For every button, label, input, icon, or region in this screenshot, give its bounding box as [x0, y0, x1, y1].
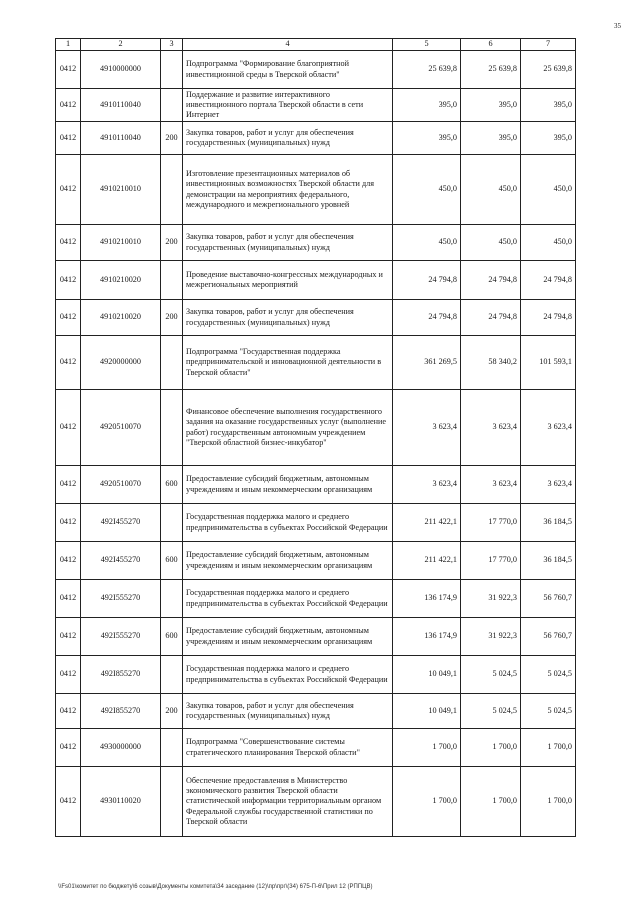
section-code: 0412 [56, 300, 81, 336]
target-code: 492I855270 [81, 694, 161, 729]
table-row [56, 504, 576, 542]
item-name: Подпрограмма "Формирование благоприятной инвестиционной среды в Тверской области" [183, 51, 393, 89]
header-cell: 3 [161, 39, 183, 51]
expense-type-code [161, 89, 183, 122]
table-row [56, 656, 576, 694]
amount-col6: 450,0 [461, 225, 521, 261]
amount-col5: 395,0 [393, 89, 461, 122]
section-code: 0412 [56, 261, 81, 300]
section-code: 0412 [56, 155, 81, 225]
amount-col6: 1 700,0 [461, 767, 521, 837]
target-code: 4910210010 [81, 155, 161, 225]
amount-col5: 136 174,9 [393, 580, 461, 618]
expense-type-code: 200 [161, 122, 183, 155]
amount-col5: 450,0 [393, 225, 461, 261]
table-row [56, 261, 576, 300]
expense-type-code [161, 580, 183, 618]
amount-col6: 395,0 [461, 122, 521, 155]
amount-col6: 3 623,4 [461, 466, 521, 504]
section-code: 0412 [56, 580, 81, 618]
table-row [56, 336, 576, 390]
target-code: 4930000000 [81, 729, 161, 767]
amount-col7: 36 184,5 [521, 504, 576, 542]
amount-col5: 211 422,1 [393, 504, 461, 542]
header-cell: 5 [393, 39, 461, 51]
amount-col7: 395,0 [521, 89, 576, 122]
item-name: Государственная поддержка малого и среднего предпринимательства в субъектах Российской Федерации [183, 580, 393, 618]
section-code: 0412 [56, 656, 81, 694]
table-row [56, 155, 576, 225]
amount-col7: 450,0 [521, 225, 576, 261]
amount-col5: 10 049,1 [393, 656, 461, 694]
section-code: 0412 [56, 466, 81, 504]
budget-table [55, 38, 576, 837]
expense-type-code [161, 504, 183, 542]
item-name: Закупка товаров, работ и услуг для обеспечения государственных (муниципальных) нужд [183, 225, 393, 261]
target-code: 4910210020 [81, 300, 161, 336]
amount-col5: 136 174,9 [393, 618, 461, 656]
item-name: Закупка товаров, работ и услуг для обеспечения государственных (муниципальных) нужд [183, 300, 393, 336]
item-name: Государственная поддержка малого и среднего предпринимательства в субъектах Российской Федерации [183, 504, 393, 542]
target-code: 4910210020 [81, 261, 161, 300]
target-code: 4920000000 [81, 336, 161, 390]
amount-col5: 25 639,8 [393, 51, 461, 89]
section-code: 0412 [56, 542, 81, 580]
item-name: Государственная поддержка малого и среднего предпринимательства в субъектах Российской Федерации [183, 656, 393, 694]
item-name: Предоставление субсидий бюджетным, автономным учреждениям и иным некоммерческим организациям [183, 618, 393, 656]
expense-type-code: 200 [161, 694, 183, 729]
expense-type-code: 200 [161, 225, 183, 261]
section-code: 0412 [56, 51, 81, 89]
section-code: 0412 [56, 504, 81, 542]
amount-col5: 3 623,4 [393, 466, 461, 504]
amount-col7: 24 794,8 [521, 261, 576, 300]
amount-col7: 3 623,4 [521, 466, 576, 504]
section-code: 0412 [56, 618, 81, 656]
amount-col5: 211 422,1 [393, 542, 461, 580]
table-row [56, 580, 576, 618]
item-name: Закупка товаров, работ и услуг для обеспечения государственных (муниципальных) нужд [183, 694, 393, 729]
section-code: 0412 [56, 89, 81, 122]
amount-col7: 101 593,1 [521, 336, 576, 390]
amount-col5: 450,0 [393, 155, 461, 225]
amount-col6: 25 639,8 [461, 51, 521, 89]
target-code: 492I455270 [81, 504, 161, 542]
expense-type-code [161, 656, 183, 694]
table-row [56, 89, 576, 122]
amount-col7: 56 760,7 [521, 618, 576, 656]
target-code: 492I555270 [81, 618, 161, 656]
target-code: 492I855270 [81, 656, 161, 694]
expense-type-code [161, 729, 183, 767]
section-code: 0412 [56, 390, 81, 466]
amount-col6: 395,0 [461, 89, 521, 122]
amount-col6: 58 340,2 [461, 336, 521, 390]
amount-col6: 17 770,0 [461, 504, 521, 542]
target-code: 4910110040 [81, 122, 161, 155]
section-code: 0412 [56, 767, 81, 837]
amount-col6: 17 770,0 [461, 542, 521, 580]
target-code: 4920510070 [81, 466, 161, 504]
amount-col6: 31 922,3 [461, 618, 521, 656]
table-row [56, 51, 576, 89]
expense-type-code: 600 [161, 466, 183, 504]
amount-col6: 1 700,0 [461, 729, 521, 767]
target-code: 492I555270 [81, 580, 161, 618]
section-code: 0412 [56, 729, 81, 767]
page-number: 35 [614, 22, 621, 30]
amount-col7: 1 700,0 [521, 729, 576, 767]
header-cell: 4 [183, 39, 393, 51]
table-row [56, 466, 576, 504]
table-row [56, 122, 576, 155]
amount-col7: 395,0 [521, 122, 576, 155]
item-name: Подпрограмма "Совершенствование системы стратегического планирования Тверской области" [183, 729, 393, 767]
amount-col7: 5 024,5 [521, 694, 576, 729]
file-path-footer: \\Fs01\комитет по бюджету\6 созыв\Документы комитета\34 заседание (12)\пр\прг\(34) 675-П-6\Прил 12 (РППЦВ) [58, 884, 373, 890]
target-code: 4920510070 [81, 390, 161, 466]
item-name: Финансовое обеспечение выполнения государственного задания на оказание государственных услуг (выполнение работ) государственным автономным учреждением "Тверской областной бизнес-инкубатор" [183, 390, 393, 466]
section-code: 0412 [56, 225, 81, 261]
amount-col7: 36 184,5 [521, 542, 576, 580]
header-row [56, 39, 576, 51]
item-name: Закупка товаров, работ и услуг для обеспечения государственных (муниципальных) нужд [183, 122, 393, 155]
header-cell: 1 [56, 39, 81, 51]
target-code: 4930110020 [81, 767, 161, 837]
expense-type-code [161, 155, 183, 225]
amount-col6: 3 623,4 [461, 390, 521, 466]
expense-type-code [161, 336, 183, 390]
table-row [56, 300, 576, 336]
amount-col6: 450,0 [461, 155, 521, 225]
target-code: 4910000000 [81, 51, 161, 89]
expense-type-code [161, 51, 183, 89]
amount-col7: 56 760,7 [521, 580, 576, 618]
target-code: 4910210010 [81, 225, 161, 261]
item-name: Подпрограмма "Государственная поддержка предпринимательской и инновационной деятельности в Тверской области" [183, 336, 393, 390]
item-name: Поддержание и развитие интерактивного инвестиционного портала Тверской области в сети Интернет [183, 89, 393, 122]
table-row [56, 542, 576, 580]
expense-type-code [161, 390, 183, 466]
item-name: Предоставление субсидий бюджетным, автономным учреждениям и иным некоммерческим организациям [183, 542, 393, 580]
amount-col5: 24 794,8 [393, 261, 461, 300]
table-row [56, 694, 576, 729]
table-row [56, 618, 576, 656]
amount-col5: 1 700,0 [393, 729, 461, 767]
expense-type-code: 600 [161, 542, 183, 580]
expense-type-code [161, 261, 183, 300]
amount-col5: 10 049,1 [393, 694, 461, 729]
amount-col7: 3 623,4 [521, 390, 576, 466]
table-row [56, 225, 576, 261]
amount-col7: 1 700,0 [521, 767, 576, 837]
section-code: 0412 [56, 336, 81, 390]
header-cell: 7 [521, 39, 576, 51]
amount-col7: 5 024,5 [521, 656, 576, 694]
header-cell: 2 [81, 39, 161, 51]
amount-col6: 24 794,8 [461, 300, 521, 336]
amount-col7: 25 639,8 [521, 51, 576, 89]
amount-col5: 3 623,4 [393, 390, 461, 466]
amount-col5: 24 794,8 [393, 300, 461, 336]
amount-col6: 31 922,3 [461, 580, 521, 618]
header-cell: 6 [461, 39, 521, 51]
item-name: Обеспечение предоставления в Министерство экономического развития Тверской области статистической информации территориальным органом Федеральной службы государственной статистики по Тверской области [183, 767, 393, 837]
expense-type-code: 200 [161, 300, 183, 336]
amount-col5: 361 269,5 [393, 336, 461, 390]
amount-col6: 5 024,5 [461, 656, 521, 694]
amount-col6: 5 024,5 [461, 694, 521, 729]
amount-col7: 24 794,8 [521, 300, 576, 336]
item-name: Изготовление презентационных материалов об инвестиционных возможностях Тверской области для демонстрации на мероприятиях федерального, международного и межрегионального уровней [183, 155, 393, 225]
section-code: 0412 [56, 122, 81, 155]
table-row [56, 767, 576, 837]
target-code: 4910110040 [81, 89, 161, 122]
amount-col5: 1 700,0 [393, 767, 461, 837]
target-code: 492I455270 [81, 542, 161, 580]
section-code: 0412 [56, 694, 81, 729]
amount-col5: 395,0 [393, 122, 461, 155]
amount-col7: 450,0 [521, 155, 576, 225]
table-row [56, 729, 576, 767]
table-row [56, 390, 576, 466]
amount-col6: 24 794,8 [461, 261, 521, 300]
expense-type-code [161, 767, 183, 837]
item-name: Предоставление субсидий бюджетным, автономным учреждениям и иным некоммерческим организациям [183, 466, 393, 504]
expense-type-code: 600 [161, 618, 183, 656]
item-name: Проведение выставочно-конгрессных международных и межрегиональных мероприятий [183, 261, 393, 300]
